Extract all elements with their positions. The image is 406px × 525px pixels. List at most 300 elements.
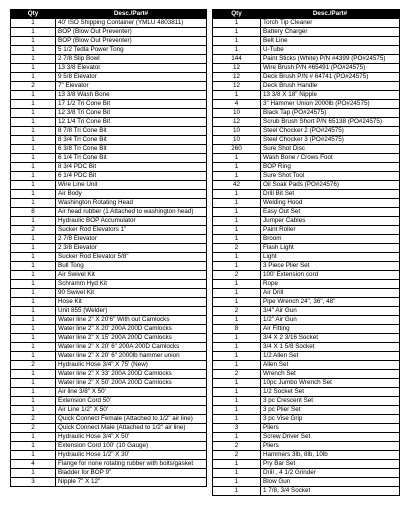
qty-cell: 1 bbox=[213, 289, 261, 298]
desc-cell: Hydraulic Hose 1/2" X 30' bbox=[56, 451, 207, 460]
desc-cell: Water line 2" X 20' 6" 2000lb hammer union bbox=[56, 352, 207, 361]
table-row bbox=[213, 208, 400, 217]
table-row bbox=[213, 388, 400, 397]
desc-cell: Unit 855 (Welder) bbox=[56, 307, 207, 316]
table-row bbox=[213, 136, 400, 145]
table-row bbox=[213, 370, 400, 379]
qty-cell: 1 bbox=[11, 298, 56, 307]
table-row bbox=[11, 235, 207, 244]
qty-cell: 1 bbox=[213, 298, 261, 307]
desc-cell: Air Swivel Kit bbox=[56, 271, 207, 280]
table-row bbox=[11, 307, 207, 316]
table-row bbox=[213, 424, 400, 433]
table-row bbox=[11, 172, 207, 181]
qty-cell: 1 bbox=[11, 73, 56, 82]
table-row bbox=[213, 307, 400, 316]
qty-cell: 1 bbox=[213, 46, 261, 55]
desc-cell: Air Body bbox=[56, 190, 207, 199]
table-row bbox=[213, 73, 400, 82]
desc-cell: 6 1/4 PDC Bit bbox=[56, 172, 207, 181]
qty-cell: 1 bbox=[11, 91, 56, 100]
desc-cell: Quick Connect Female (Attached to 1/2" air line) bbox=[56, 415, 207, 424]
table-row bbox=[11, 190, 207, 199]
qty-cell: 260 bbox=[213, 145, 261, 154]
qty-cell: 10 bbox=[213, 127, 261, 136]
desc-cell: 90 Swivel Kit bbox=[56, 289, 207, 298]
desc-cell: Nipple 7" X 12" bbox=[56, 478, 207, 487]
qty-cell: 1 bbox=[11, 316, 56, 325]
qty-cell: 1 bbox=[213, 433, 261, 442]
qty-cell: 1 bbox=[11, 442, 56, 451]
qty-cell: 1 bbox=[11, 127, 56, 136]
desc-cell: Scrub Brush Short P/N 65138 (PO#24575) bbox=[261, 118, 400, 127]
qty-cell: 1 bbox=[11, 343, 56, 352]
table-row bbox=[11, 82, 207, 91]
qty-cell: 1 bbox=[11, 280, 56, 289]
qty-cell: 10 bbox=[213, 109, 261, 118]
qty-cell: 1 bbox=[213, 487, 261, 496]
qty-cell: 2 bbox=[11, 415, 56, 424]
qty-cell: 1 bbox=[213, 199, 261, 208]
qty-cell: 1 bbox=[11, 217, 56, 226]
qty-cell: 1 bbox=[11, 109, 56, 118]
desc-cell: 5 1/2 Tedla Power Tong bbox=[56, 46, 207, 55]
table-row bbox=[213, 271, 400, 280]
table-row bbox=[213, 190, 400, 199]
table-row bbox=[11, 19, 207, 28]
table-header-row bbox=[11, 10, 207, 19]
table-row bbox=[11, 289, 207, 298]
desc-cell: BOP (Blow Out Preventer) bbox=[56, 37, 207, 46]
desc-cell: U-Tube bbox=[261, 46, 400, 55]
table-row bbox=[11, 406, 207, 415]
table-row bbox=[213, 181, 400, 190]
table-row bbox=[213, 28, 400, 37]
qty-header: Qty bbox=[11, 10, 56, 19]
table-row bbox=[213, 217, 400, 226]
desc-cell: Steel Chocker 2 (PO#24575) bbox=[261, 127, 400, 136]
desc-cell: Battery Charger bbox=[261, 28, 400, 37]
qty-cell: 1 bbox=[11, 379, 56, 388]
qty-cell: 1 bbox=[11, 37, 56, 46]
desc-cell: Welding Hood bbox=[261, 199, 400, 208]
desc-cell: 1/2" Air Gun bbox=[261, 316, 400, 325]
table-row bbox=[213, 253, 400, 262]
table-row bbox=[11, 181, 207, 190]
desc-cell: Sucker Rod Elevator 5/8" bbox=[56, 253, 207, 262]
table-header-row bbox=[213, 10, 400, 19]
qty-cell: 144 bbox=[213, 55, 261, 64]
table-row bbox=[213, 451, 400, 460]
desc-cell: 3 pc Vise Grip bbox=[261, 415, 400, 424]
desc-cell: Water line 2" X 33' 200A 200D Camlocks bbox=[56, 370, 207, 379]
table-row bbox=[213, 154, 400, 163]
desc-cell: Sucker Rod Elevators 1" bbox=[56, 226, 207, 235]
table-row bbox=[213, 235, 400, 244]
table-row bbox=[11, 64, 207, 73]
desc-cell: Hammers 3lb, 8lb, 10lb bbox=[261, 451, 400, 460]
qty-cell: 1 bbox=[213, 460, 261, 469]
table-row bbox=[213, 478, 400, 487]
qty-header: Qty bbox=[213, 10, 261, 19]
qty-cell: 1 bbox=[11, 289, 56, 298]
qty-cell: 1 bbox=[11, 118, 56, 127]
table-row bbox=[213, 100, 400, 109]
desc-cell: Jumper Cables bbox=[261, 217, 400, 226]
qty-cell: 1 bbox=[213, 280, 261, 289]
table-row bbox=[11, 91, 207, 100]
desc-cell: Air Line 1/2" X 50' bbox=[56, 406, 207, 415]
desc-cell: Drill , 4 1/2 Grinder bbox=[261, 469, 400, 478]
desc-cell: Quick Connect Male (Attached to 1/2" air line) bbox=[56, 424, 207, 433]
table-row bbox=[213, 325, 400, 334]
desc-cell: Pry Bar Set bbox=[261, 460, 400, 469]
qty-cell: 1 bbox=[213, 397, 261, 406]
table-row bbox=[11, 271, 207, 280]
desc-cell: 1/2 Allen Set bbox=[261, 352, 400, 361]
desc-cell: Water line 2" X 20' 6" 200A 200D Camlocks bbox=[56, 343, 207, 352]
qty-cell: 1 bbox=[213, 316, 261, 325]
desc-cell: 13 3/8 X 18" Nipple bbox=[261, 91, 400, 100]
desc-cell: Belt Line bbox=[261, 37, 400, 46]
table-row bbox=[213, 46, 400, 55]
table-row bbox=[213, 82, 400, 91]
desc-cell: BOP Ring bbox=[261, 163, 400, 172]
desc-cell: Water line 2" X 15' 200A 200D Camlocks bbox=[56, 334, 207, 343]
qty-cell: 1 bbox=[213, 334, 261, 343]
qty-cell: 1 bbox=[213, 262, 261, 271]
qty-cell: 12 bbox=[213, 73, 261, 82]
qty-cell: 1 bbox=[11, 469, 56, 478]
qty-cell: 42 bbox=[213, 181, 261, 190]
qty-cell: 1 bbox=[213, 163, 261, 172]
desc-cell: Light bbox=[261, 253, 400, 262]
qty-cell: 1 bbox=[213, 379, 261, 388]
table-row bbox=[213, 109, 400, 118]
table-row bbox=[11, 37, 207, 46]
qty-cell: 2 bbox=[213, 307, 261, 316]
qty-cell: 1 bbox=[213, 154, 261, 163]
qty-cell: 1 bbox=[11, 235, 56, 244]
table-row bbox=[11, 451, 207, 460]
table-row bbox=[11, 253, 207, 262]
qty-cell: 1 bbox=[11, 271, 56, 280]
table-row bbox=[213, 226, 400, 235]
desc-cell: Bladder for BOP 9" bbox=[56, 469, 207, 478]
table-row bbox=[11, 226, 207, 235]
qty-cell: 2 bbox=[213, 244, 261, 253]
desc-cell: Air line 3/8" X 50' bbox=[56, 388, 207, 397]
qty-cell: 1 bbox=[11, 136, 56, 145]
table-row bbox=[11, 127, 207, 136]
table-row bbox=[11, 217, 207, 226]
desc-cell: BOP (Blow Out Preventer) bbox=[56, 28, 207, 37]
table-row bbox=[213, 163, 400, 172]
desc-cell: 40' ISO Shipping Container (YMLU 4803811) bbox=[56, 19, 207, 28]
desc-cell: 13 3/8 Elevator bbox=[56, 64, 207, 73]
desc-cell: Hydraulic BOP Accumulator bbox=[56, 217, 207, 226]
desc-cell: Screw Driver Set bbox=[261, 433, 400, 442]
table-row bbox=[213, 415, 400, 424]
desc-cell: 12 3/8 Tri Cone Bit bbox=[56, 109, 207, 118]
table-row bbox=[11, 109, 207, 118]
qty-cell: 1 bbox=[213, 469, 261, 478]
desc-cell: Black Tap (PO#24575) bbox=[261, 109, 400, 118]
desc-cell: Schramm Hyd Kit bbox=[56, 280, 207, 289]
table-row bbox=[11, 298, 207, 307]
qty-cell: 1 bbox=[11, 370, 56, 379]
desc-cell: 3 pc Plier Set bbox=[261, 406, 400, 415]
table-row bbox=[213, 55, 400, 64]
table-row bbox=[11, 397, 207, 406]
inventory-table-left bbox=[10, 9, 207, 487]
table-row bbox=[11, 262, 207, 271]
desc-cell: Rope bbox=[261, 280, 400, 289]
qty-cell: 2 bbox=[213, 451, 261, 460]
qty-cell: 1 bbox=[11, 64, 56, 73]
desc-cell: Paint Sticks (White) P/N #4399 (PO#24575) bbox=[261, 55, 400, 64]
qty-cell: 1 bbox=[11, 154, 56, 163]
table-row bbox=[11, 28, 207, 37]
desc-cell: Torch Tip Cleaner bbox=[261, 19, 400, 28]
table-row bbox=[11, 208, 207, 217]
desc-cell: Water line 2" X 20' 200A 200D Camlocks bbox=[56, 325, 207, 334]
table-row bbox=[213, 361, 400, 370]
desc-cell: Wrench Set bbox=[261, 370, 400, 379]
qty-cell: 1 bbox=[213, 478, 261, 487]
desc-cell: 100' Extension cord bbox=[261, 271, 400, 280]
desc-cell: 6 1/4 Tri Cone Bit bbox=[56, 154, 207, 163]
qty-cell: 12 bbox=[213, 118, 261, 127]
table-row bbox=[11, 73, 207, 82]
desc-cell: Wire Brush P/N #65491 (PO#24575) bbox=[261, 64, 400, 73]
table-row bbox=[213, 19, 400, 28]
qty-cell: 1 bbox=[213, 226, 261, 235]
desc-cell: Wash Bone / Crows Foot bbox=[261, 154, 400, 163]
qty-cell: 3 bbox=[213, 424, 261, 433]
desc-cell: Pipe Wrench 24", 36", 48" bbox=[261, 298, 400, 307]
qty-cell: 4 bbox=[11, 460, 56, 469]
desc-cell: Air Fitting bbox=[261, 325, 400, 334]
table-row bbox=[11, 379, 207, 388]
qty-cell: 1 bbox=[11, 433, 56, 442]
qty-cell: 2 bbox=[213, 370, 261, 379]
desc-cell: Hose Kit bbox=[56, 298, 207, 307]
qty-cell: 1 bbox=[11, 388, 56, 397]
desc-cell: Hydraulic Hose 3/4" X 75' (New) bbox=[56, 361, 207, 370]
qty-cell: 1 bbox=[11, 181, 56, 190]
table-row bbox=[11, 352, 207, 361]
table-row bbox=[11, 469, 207, 478]
table-row bbox=[213, 379, 400, 388]
qty-cell: 8 bbox=[213, 325, 261, 334]
desc-cell: Pliers bbox=[261, 442, 400, 451]
table-row bbox=[11, 136, 207, 145]
qty-cell: 1 bbox=[11, 253, 56, 262]
qty-cell: 1 bbox=[213, 235, 261, 244]
table-row bbox=[213, 280, 400, 289]
desc-cell: 3" Hammer Union 2000lb (PO#24575) bbox=[261, 100, 400, 109]
table-row bbox=[213, 244, 400, 253]
desc-cell: Sure Shot Disc bbox=[261, 145, 400, 154]
desc-cell: Sure Shot Tool bbox=[261, 172, 400, 181]
desc-cell: 3/4" Air Gun bbox=[261, 307, 400, 316]
desc-cell: 3/4 X 1 5/8 Socket bbox=[261, 343, 400, 352]
qty-cell: 1 bbox=[11, 172, 56, 181]
table-row bbox=[213, 64, 400, 73]
qty-cell: 1 bbox=[11, 451, 56, 460]
desc-cell: 8 3/4 Tri Cone Bit bbox=[56, 136, 207, 145]
table-row bbox=[213, 334, 400, 343]
qty-cell: 1 bbox=[11, 397, 56, 406]
table-row bbox=[213, 442, 400, 451]
table-row bbox=[213, 145, 400, 154]
table-row bbox=[213, 397, 400, 406]
desc-cell: Steel Chocker 3 (PO#24575) bbox=[261, 136, 400, 145]
table-row bbox=[213, 172, 400, 181]
desc-cell: Deck Brush Handle bbox=[261, 82, 400, 91]
qty-cell: 1 bbox=[11, 46, 56, 55]
table-row bbox=[213, 316, 400, 325]
table-row bbox=[11, 415, 207, 424]
table-row bbox=[213, 406, 400, 415]
table-row bbox=[11, 442, 207, 451]
qty-cell: 2 bbox=[11, 424, 56, 433]
desc-cell: 13 3/8 Wash Bone bbox=[56, 91, 207, 100]
qty-cell: 1 bbox=[213, 91, 261, 100]
qty-cell: 1 bbox=[213, 190, 261, 199]
qty-cell: 8 bbox=[11, 208, 56, 217]
desc-cell: Extension Cord 50' bbox=[56, 397, 207, 406]
qty-cell: 1 bbox=[11, 199, 56, 208]
table-row bbox=[11, 199, 207, 208]
qty-cell: 1 bbox=[11, 55, 56, 64]
table-row bbox=[11, 361, 207, 370]
table-row bbox=[11, 433, 207, 442]
table-row bbox=[213, 37, 400, 46]
table-row bbox=[11, 118, 207, 127]
qty-cell: 1 bbox=[213, 37, 261, 46]
desc-cell: 9 5/8 Elevator bbox=[56, 73, 207, 82]
table-row bbox=[213, 127, 400, 136]
qty-cell: 1 bbox=[213, 19, 261, 28]
desc-cell: Hydraulic Hose 3/4" X 50' bbox=[56, 433, 207, 442]
table-row bbox=[11, 325, 207, 334]
desc-cell: Drill Bit Set bbox=[261, 190, 400, 199]
table-row bbox=[213, 91, 400, 100]
table-row bbox=[11, 55, 207, 64]
qty-cell: 1 bbox=[11, 352, 56, 361]
qty-cell: 1 bbox=[213, 343, 261, 352]
desc-cell: 8 3/4 PDC Bit bbox=[56, 163, 207, 172]
qty-cell: 3 bbox=[11, 478, 56, 487]
desc-cell: 17 1/2 Tri Cone Bit bbox=[56, 100, 207, 109]
table-row bbox=[213, 352, 400, 361]
desc-cell: Easy Out Set bbox=[261, 208, 400, 217]
inventory-table-right bbox=[212, 9, 400, 496]
table-row bbox=[11, 478, 207, 487]
table-row bbox=[213, 118, 400, 127]
desc-cell: 3/4 X 2 3/16 Socket bbox=[261, 334, 400, 343]
desc-header: Desc./Part# bbox=[261, 10, 400, 19]
table-row bbox=[11, 154, 207, 163]
desc-cell: Air Drill bbox=[261, 289, 400, 298]
desc-cell: 2 7/8 Slip Bowl bbox=[56, 55, 207, 64]
table-row bbox=[11, 334, 207, 343]
table-row bbox=[213, 289, 400, 298]
qty-cell: 10 bbox=[213, 136, 261, 145]
table-row bbox=[11, 316, 207, 325]
desc-cell: Water line 2" X 50' 200A 200D Camlocks bbox=[56, 379, 207, 388]
desc-cell: Deck Brush P/N # 64741 (PO#24575) bbox=[261, 73, 400, 82]
desc-cell: 3 pc Crescent Set bbox=[261, 397, 400, 406]
desc-cell: Flash Light bbox=[261, 244, 400, 253]
qty-cell: 1 bbox=[213, 415, 261, 424]
desc-cell: 7" Elevator bbox=[56, 82, 207, 91]
qty-cell: 4 bbox=[213, 100, 261, 109]
desc-cell: 12 1/4 Tri Cone Bit bbox=[56, 118, 207, 127]
qty-cell: 2 bbox=[11, 226, 56, 235]
table-row bbox=[11, 343, 207, 352]
qty-cell: 1 bbox=[11, 145, 56, 154]
qty-cell: 1 bbox=[213, 208, 261, 217]
qty-cell: 2 bbox=[213, 271, 261, 280]
table-row bbox=[11, 46, 207, 55]
desc-cell: 10pc Jumbo Wrench Set bbox=[261, 379, 400, 388]
qty-cell: 2 bbox=[11, 82, 56, 91]
desc-cell: Allen Set bbox=[261, 361, 400, 370]
table-row bbox=[11, 145, 207, 154]
qty-cell: 1 bbox=[11, 244, 56, 253]
qty-cell: 1 bbox=[11, 262, 56, 271]
table-row bbox=[213, 262, 400, 271]
desc-cell: 2 7/8 Elevator bbox=[56, 235, 207, 244]
table-row bbox=[11, 370, 207, 379]
desc-cell: Pliers bbox=[261, 424, 400, 433]
table-row bbox=[213, 433, 400, 442]
table-row bbox=[11, 280, 207, 289]
desc-cell: 1/2 Socket Set bbox=[261, 388, 400, 397]
table-row bbox=[213, 487, 400, 496]
qty-cell: 1 bbox=[11, 28, 56, 37]
desc-cell: Paint Roller bbox=[261, 226, 400, 235]
desc-cell: 6 3/8 Tri Cone Bit bbox=[56, 145, 207, 154]
table-row bbox=[11, 424, 207, 433]
qty-cell: 12 bbox=[213, 64, 261, 73]
desc-cell: Washington Rotating Head bbox=[56, 199, 207, 208]
qty-cell: 1 bbox=[11, 325, 56, 334]
table-row bbox=[213, 343, 400, 352]
qty-cell: 1 bbox=[213, 388, 261, 397]
qty-cell: 1 bbox=[11, 100, 56, 109]
table-row bbox=[11, 100, 207, 109]
qty-cell: 1 bbox=[213, 361, 261, 370]
qty-cell: 2 bbox=[11, 361, 56, 370]
qty-cell: 1 bbox=[213, 352, 261, 361]
qty-cell: 1 bbox=[11, 406, 56, 415]
qty-cell: 1 bbox=[213, 253, 261, 262]
qty-cell: 1 bbox=[213, 172, 261, 181]
qty-cell: 1 bbox=[11, 163, 56, 172]
qty-cell: 1 bbox=[213, 217, 261, 226]
qty-cell: 1 bbox=[11, 19, 56, 28]
desc-header: Desc./Part# bbox=[56, 10, 207, 19]
qty-cell: 1 bbox=[11, 190, 56, 199]
qty-cell: 1 bbox=[11, 334, 56, 343]
desc-cell: 8 7/8 Tri Cone Bit bbox=[56, 127, 207, 136]
qty-cell: 2 bbox=[213, 442, 261, 451]
desc-cell: Oil Soak Pads (PO#24576) bbox=[261, 181, 400, 190]
